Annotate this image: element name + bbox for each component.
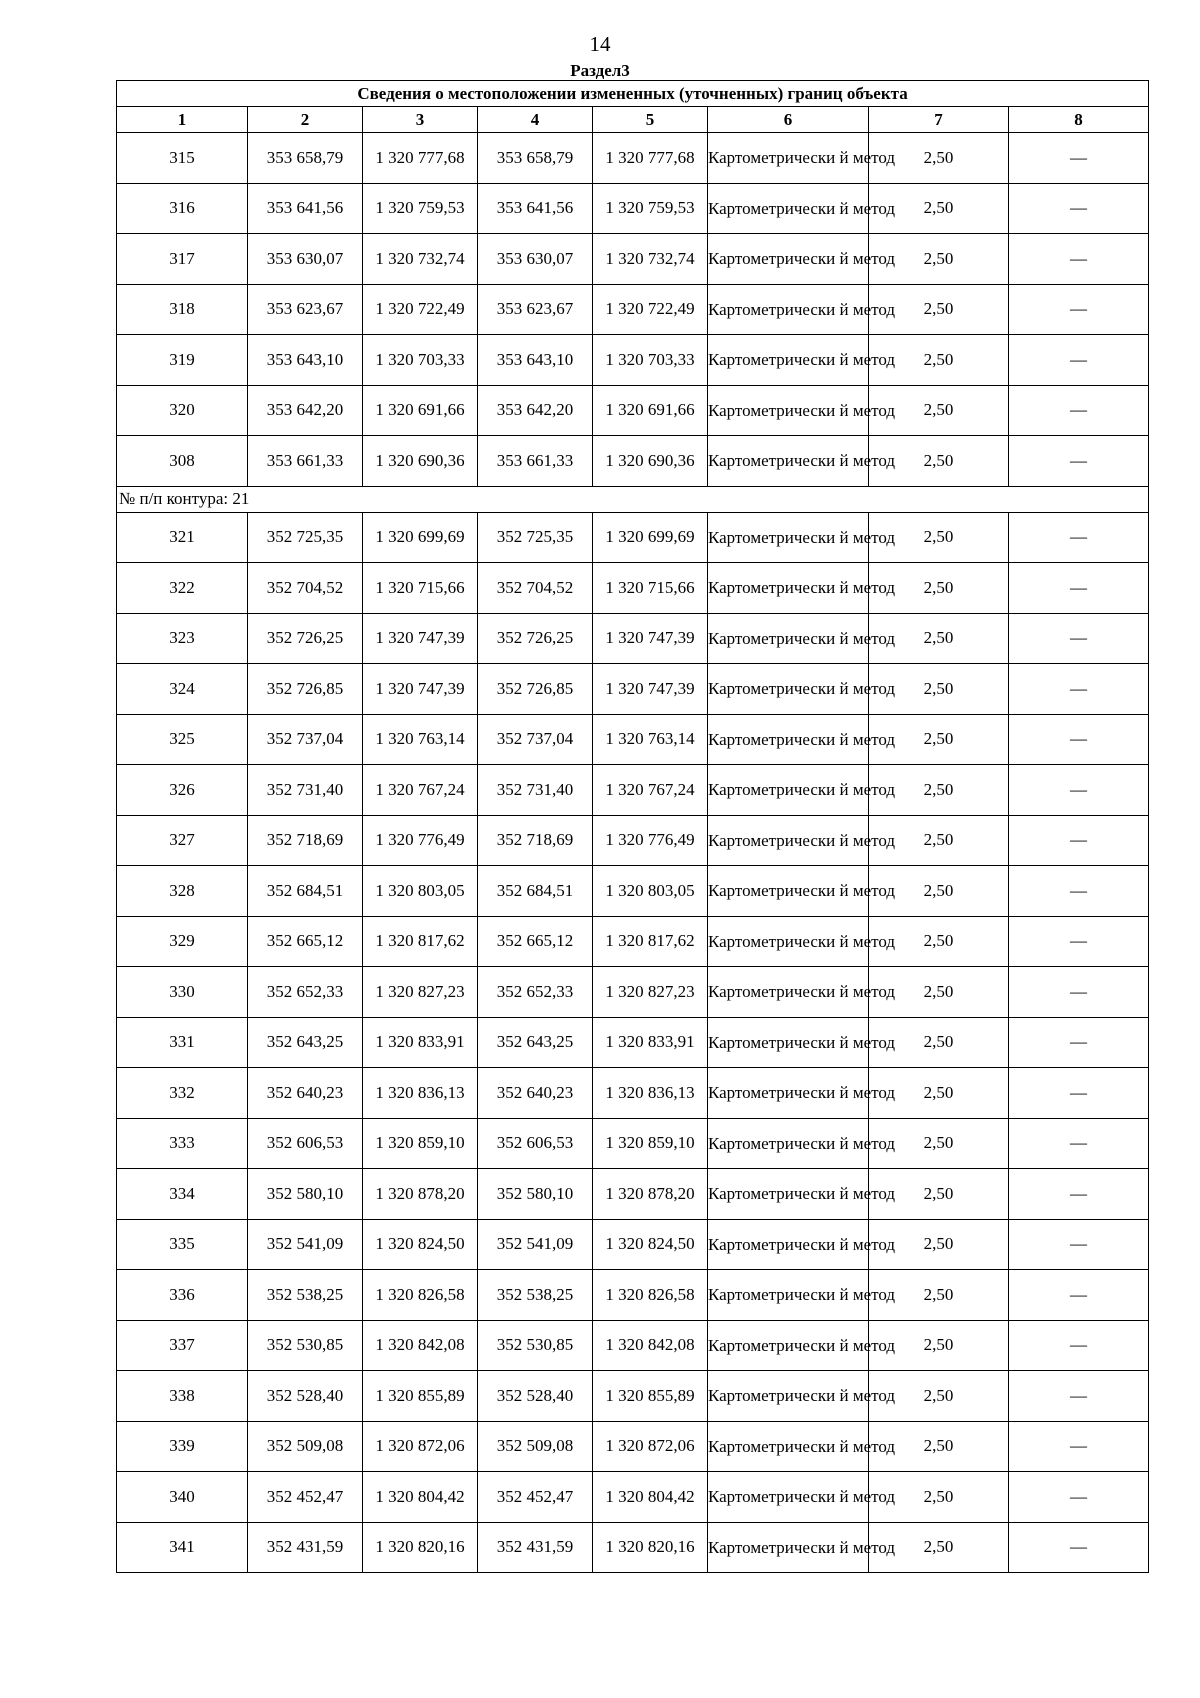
refined-y-cell: 1 320 777,68 xyxy=(593,133,708,184)
existing-x-cell: 352 731,40 xyxy=(248,765,363,816)
refined-x-cell: 352 431,59 xyxy=(478,1522,593,1573)
method-cell: Картометрически й метод xyxy=(708,1169,869,1220)
point-number-cell: 337 xyxy=(117,1320,248,1371)
point-number-cell: 308 xyxy=(117,436,248,487)
existing-y-cell: 1 320 826,58 xyxy=(363,1270,478,1321)
method-cell: Картометрически й метод xyxy=(708,335,869,386)
existing-y-cell: 1 320 699,69 xyxy=(363,512,478,563)
refined-x-cell: 352 640,23 xyxy=(478,1068,593,1119)
refined-y-cell: 1 320 690,36 xyxy=(593,436,708,487)
refined-x-cell: 352 606,53 xyxy=(478,1118,593,1169)
accuracy-cell: 2,50 xyxy=(869,765,1009,816)
refined-x-cell: 352 726,85 xyxy=(478,664,593,715)
existing-x-cell: 352 718,69 xyxy=(248,815,363,866)
column-number: 3 xyxy=(363,107,478,133)
refined-x-cell: 352 530,85 xyxy=(478,1320,593,1371)
method-cell: Картометрически й метод xyxy=(708,133,869,184)
point-number-cell: 338 xyxy=(117,1371,248,1422)
note-cell: — xyxy=(1009,1522,1149,1573)
point-number-cell: 321 xyxy=(117,512,248,563)
note-cell: — xyxy=(1009,1118,1149,1169)
refined-x-cell: 352 684,51 xyxy=(478,866,593,917)
existing-x-cell: 352 665,12 xyxy=(248,916,363,967)
refined-y-cell: 1 320 878,20 xyxy=(593,1169,708,1220)
existing-y-cell: 1 320 690,36 xyxy=(363,436,478,487)
refined-y-cell: 1 320 722,49 xyxy=(593,284,708,335)
accuracy-cell: 2,50 xyxy=(869,1270,1009,1321)
method-cell: Картометрически й метод xyxy=(708,183,869,234)
method-cell: Картометрически й метод xyxy=(708,967,869,1018)
existing-y-cell: 1 320 827,23 xyxy=(363,967,478,1018)
table-row xyxy=(117,1371,1149,1422)
existing-y-cell: 1 320 842,08 xyxy=(363,1320,478,1371)
method-cell: Картометрически й метод xyxy=(708,1371,869,1422)
existing-x-cell: 352 726,85 xyxy=(248,664,363,715)
accuracy-cell: 2,50 xyxy=(869,1320,1009,1371)
note-cell: — xyxy=(1009,815,1149,866)
refined-x-cell: 352 725,35 xyxy=(478,512,593,563)
point-number-cell: 340 xyxy=(117,1472,248,1523)
note-cell: — xyxy=(1009,183,1149,234)
note-cell: — xyxy=(1009,563,1149,614)
refined-y-cell: 1 320 763,14 xyxy=(593,714,708,765)
refined-y-cell: 1 320 820,16 xyxy=(593,1522,708,1573)
method-cell: Картометрически й метод xyxy=(708,1472,869,1523)
table-row xyxy=(117,1472,1149,1523)
contour-separator xyxy=(117,486,1149,512)
existing-y-cell: 1 320 804,42 xyxy=(363,1472,478,1523)
existing-x-cell: 352 452,47 xyxy=(248,1472,363,1523)
table-row xyxy=(117,1118,1149,1169)
note-cell: — xyxy=(1009,1421,1149,1472)
method-cell: Картометрически й метод xyxy=(708,284,869,335)
table-row xyxy=(117,765,1149,816)
note-cell: — xyxy=(1009,664,1149,715)
existing-x-cell: 352 643,25 xyxy=(248,1017,363,1068)
note-cell: — xyxy=(1009,1371,1149,1422)
contour-label-row xyxy=(117,486,1149,512)
refined-x-cell: 353 641,56 xyxy=(478,183,593,234)
note-cell: — xyxy=(1009,436,1149,487)
point-number-cell: 331 xyxy=(117,1017,248,1068)
accuracy-cell: 2,50 xyxy=(869,1118,1009,1169)
refined-x-cell: 353 643,10 xyxy=(478,335,593,386)
refined-y-cell: 1 320 804,42 xyxy=(593,1472,708,1523)
accuracy-cell: 2,50 xyxy=(869,335,1009,386)
method-cell: Картометрически й метод xyxy=(708,512,869,563)
table-row xyxy=(117,563,1149,614)
refined-x-cell: 352 737,04 xyxy=(478,714,593,765)
column-number: 4 xyxy=(478,107,593,133)
accuracy-cell: 2,50 xyxy=(869,1219,1009,1270)
accuracy-cell: 2,50 xyxy=(869,1371,1009,1422)
accuracy-cell: 2,50 xyxy=(869,133,1009,184)
accuracy-cell: 2,50 xyxy=(869,664,1009,715)
point-number-cell: 328 xyxy=(117,866,248,917)
refined-x-cell: 352 452,47 xyxy=(478,1472,593,1523)
existing-y-cell: 1 320 878,20 xyxy=(363,1169,478,1220)
accuracy-cell: 2,50 xyxy=(869,436,1009,487)
method-cell: Картометрически й метод xyxy=(708,1017,869,1068)
existing-y-cell: 1 320 855,89 xyxy=(363,1371,478,1422)
refined-x-cell: 352 509,08 xyxy=(478,1421,593,1472)
contour-group-1 xyxy=(117,133,1149,487)
refined-y-cell: 1 320 826,58 xyxy=(593,1270,708,1321)
table-row xyxy=(117,385,1149,436)
existing-y-cell: 1 320 747,39 xyxy=(363,664,478,715)
note-cell: — xyxy=(1009,1169,1149,1220)
existing-x-cell: 352 737,04 xyxy=(248,714,363,765)
point-number-cell: 329 xyxy=(117,916,248,967)
refined-y-cell: 1 320 833,91 xyxy=(593,1017,708,1068)
existing-x-cell: 352 704,52 xyxy=(248,563,363,614)
refined-x-cell: 352 643,25 xyxy=(478,1017,593,1068)
accuracy-cell: 2,50 xyxy=(869,234,1009,285)
existing-y-cell: 1 320 691,66 xyxy=(363,385,478,436)
accuracy-cell: 2,50 xyxy=(869,916,1009,967)
point-number-cell: 335 xyxy=(117,1219,248,1270)
refined-y-cell: 1 320 827,23 xyxy=(593,967,708,1018)
refined-x-cell: 352 718,69 xyxy=(478,815,593,866)
method-cell: Картометрически й метод xyxy=(708,234,869,285)
note-cell: — xyxy=(1009,866,1149,917)
table-row xyxy=(117,1068,1149,1119)
existing-x-cell: 352 541,09 xyxy=(248,1219,363,1270)
method-cell: Картометрически й метод xyxy=(708,714,869,765)
existing-x-cell: 353 623,67 xyxy=(248,284,363,335)
table-caption-row xyxy=(117,81,1149,107)
accuracy-cell: 2,50 xyxy=(869,512,1009,563)
note-cell: — xyxy=(1009,234,1149,285)
existing-y-cell: 1 320 763,14 xyxy=(363,714,478,765)
existing-x-cell: 353 661,33 xyxy=(248,436,363,487)
method-cell: Картометрически й метод xyxy=(708,613,869,664)
method-cell: Картометрически й метод xyxy=(708,1421,869,1472)
note-cell: — xyxy=(1009,967,1149,1018)
note-cell: — xyxy=(1009,512,1149,563)
table-row xyxy=(117,133,1149,184)
refined-y-cell: 1 320 715,66 xyxy=(593,563,708,614)
refined-x-cell: 353 661,33 xyxy=(478,436,593,487)
refined-x-cell: 352 652,33 xyxy=(478,967,593,1018)
existing-y-cell: 1 320 836,13 xyxy=(363,1068,478,1119)
point-number-cell: 336 xyxy=(117,1270,248,1321)
note-cell: — xyxy=(1009,1017,1149,1068)
refined-x-cell: 352 580,10 xyxy=(478,1169,593,1220)
refined-y-cell: 1 320 703,33 xyxy=(593,335,708,386)
note-cell: — xyxy=(1009,613,1149,664)
refined-x-cell: 353 623,67 xyxy=(478,284,593,335)
method-cell: Картометрически й метод xyxy=(708,1219,869,1270)
accuracy-cell: 2,50 xyxy=(869,866,1009,917)
existing-x-cell: 353 643,10 xyxy=(248,335,363,386)
table-row xyxy=(117,1421,1149,1472)
point-number-cell: 324 xyxy=(117,664,248,715)
table-row xyxy=(117,1219,1149,1270)
table-row xyxy=(117,512,1149,563)
table-row xyxy=(117,1270,1149,1321)
refined-y-cell: 1 320 817,62 xyxy=(593,916,708,967)
table-row xyxy=(117,967,1149,1018)
point-number-cell: 323 xyxy=(117,613,248,664)
accuracy-cell: 2,50 xyxy=(869,1068,1009,1119)
column-number: 6 xyxy=(708,107,869,133)
column-number-row xyxy=(117,107,1149,133)
note-cell: — xyxy=(1009,385,1149,436)
method-cell: Картометрически й метод xyxy=(708,385,869,436)
contour-group-21 xyxy=(117,512,1149,1573)
point-number-cell: 332 xyxy=(117,1068,248,1119)
refined-x-cell: 353 658,79 xyxy=(478,133,593,184)
table-caption: Сведения о местоположении измененных (уточненных) границ объекта xyxy=(117,81,1149,107)
table-row xyxy=(117,815,1149,866)
refined-x-cell: 352 731,40 xyxy=(478,765,593,816)
method-cell: Картометрически й метод xyxy=(708,866,869,917)
table-row xyxy=(117,1320,1149,1371)
existing-y-cell: 1 320 722,49 xyxy=(363,284,478,335)
column-number: 5 xyxy=(593,107,708,133)
table-row xyxy=(117,714,1149,765)
existing-y-cell: 1 320 872,06 xyxy=(363,1421,478,1472)
existing-y-cell: 1 320 715,66 xyxy=(363,563,478,614)
existing-y-cell: 1 320 859,10 xyxy=(363,1118,478,1169)
point-number-cell: 333 xyxy=(117,1118,248,1169)
method-cell: Картометрически й метод xyxy=(708,916,869,967)
existing-x-cell: 352 538,25 xyxy=(248,1270,363,1321)
accuracy-cell: 2,50 xyxy=(869,613,1009,664)
existing-y-cell: 1 320 820,16 xyxy=(363,1522,478,1573)
existing-y-cell: 1 320 776,49 xyxy=(363,815,478,866)
note-cell: — xyxy=(1009,916,1149,967)
refined-y-cell: 1 320 699,69 xyxy=(593,512,708,563)
accuracy-cell: 2,50 xyxy=(869,563,1009,614)
method-cell: Картометрически й метод xyxy=(708,1068,869,1119)
note-cell: — xyxy=(1009,1068,1149,1119)
refined-y-cell: 1 320 836,13 xyxy=(593,1068,708,1119)
refined-y-cell: 1 320 859,10 xyxy=(593,1118,708,1169)
page-number: 14 xyxy=(589,32,611,56)
existing-x-cell: 352 580,10 xyxy=(248,1169,363,1220)
note-cell: — xyxy=(1009,1270,1149,1321)
point-number-cell: 317 xyxy=(117,234,248,285)
accuracy-cell: 2,50 xyxy=(869,385,1009,436)
refined-y-cell: 1 320 767,24 xyxy=(593,765,708,816)
method-cell: Картометрически й метод xyxy=(708,1270,869,1321)
method-cell: Картометрически й метод xyxy=(708,664,869,715)
accuracy-cell: 2,50 xyxy=(869,815,1009,866)
existing-x-cell: 352 509,08 xyxy=(248,1421,363,1472)
table-row xyxy=(117,234,1149,285)
method-cell: Картометрически й метод xyxy=(708,815,869,866)
contour-label: № п/п контура: 21 xyxy=(117,486,1149,512)
note-cell: — xyxy=(1009,714,1149,765)
refined-x-cell: 352 665,12 xyxy=(478,916,593,967)
existing-x-cell: 353 630,07 xyxy=(248,234,363,285)
method-cell: Картометрически й метод xyxy=(708,765,869,816)
point-number-cell: 341 xyxy=(117,1522,248,1573)
point-number-cell: 319 xyxy=(117,335,248,386)
accuracy-cell: 2,50 xyxy=(869,183,1009,234)
point-number-cell: 320 xyxy=(117,385,248,436)
accuracy-cell: 2,50 xyxy=(869,1472,1009,1523)
table-row xyxy=(117,436,1149,487)
existing-x-cell: 353 641,56 xyxy=(248,183,363,234)
table-row xyxy=(117,1522,1149,1573)
point-number-cell: 316 xyxy=(117,183,248,234)
existing-y-cell: 1 320 824,50 xyxy=(363,1219,478,1270)
accuracy-cell: 2,50 xyxy=(869,284,1009,335)
refined-y-cell: 1 320 759,53 xyxy=(593,183,708,234)
point-number-cell: 334 xyxy=(117,1169,248,1220)
existing-y-cell: 1 320 732,74 xyxy=(363,234,478,285)
point-number-cell: 326 xyxy=(117,765,248,816)
refined-y-cell: 1 320 747,39 xyxy=(593,613,708,664)
table-row xyxy=(117,335,1149,386)
point-number-cell: 318 xyxy=(117,284,248,335)
column-number: 1 xyxy=(117,107,248,133)
table-row xyxy=(117,664,1149,715)
existing-y-cell: 1 320 703,33 xyxy=(363,335,478,386)
refined-x-cell: 352 528,40 xyxy=(478,1371,593,1422)
existing-x-cell: 352 606,53 xyxy=(248,1118,363,1169)
note-cell: — xyxy=(1009,1219,1149,1270)
refined-y-cell: 1 320 732,74 xyxy=(593,234,708,285)
refined-x-cell: 353 642,20 xyxy=(478,385,593,436)
table-row xyxy=(117,1017,1149,1068)
existing-x-cell: 353 642,20 xyxy=(248,385,363,436)
existing-y-cell: 1 320 777,68 xyxy=(363,133,478,184)
accuracy-cell: 2,50 xyxy=(869,1017,1009,1068)
table-row xyxy=(117,284,1149,335)
point-number-cell: 315 xyxy=(117,133,248,184)
refined-y-cell: 1 320 691,66 xyxy=(593,385,708,436)
accuracy-cell: 2,50 xyxy=(869,1421,1009,1472)
existing-y-cell: 1 320 833,91 xyxy=(363,1017,478,1068)
existing-x-cell: 353 658,79 xyxy=(248,133,363,184)
refined-y-cell: 1 320 842,08 xyxy=(593,1320,708,1371)
point-number-cell: 322 xyxy=(117,563,248,614)
existing-x-cell: 352 652,33 xyxy=(248,967,363,1018)
refined-y-cell: 1 320 747,39 xyxy=(593,664,708,715)
accuracy-cell: 2,50 xyxy=(869,1522,1009,1573)
point-number-cell: 327 xyxy=(117,815,248,866)
existing-x-cell: 352 726,25 xyxy=(248,613,363,664)
refined-y-cell: 1 320 872,06 xyxy=(593,1421,708,1472)
table-row xyxy=(117,1169,1149,1220)
point-number-cell: 325 xyxy=(117,714,248,765)
table-row xyxy=(117,916,1149,967)
table-row xyxy=(117,183,1149,234)
note-cell: — xyxy=(1009,133,1149,184)
existing-x-cell: 352 530,85 xyxy=(248,1320,363,1371)
refined-y-cell: 1 320 803,05 xyxy=(593,866,708,917)
point-number-cell: 330 xyxy=(117,967,248,1018)
accuracy-cell: 2,50 xyxy=(869,1169,1009,1220)
method-cell: Картометрически й метод xyxy=(708,1522,869,1573)
column-number: 7 xyxy=(869,107,1009,133)
note-cell: — xyxy=(1009,284,1149,335)
existing-y-cell: 1 320 803,05 xyxy=(363,866,478,917)
method-cell: Картометрически й метод xyxy=(708,563,869,614)
refined-y-cell: 1 320 824,50 xyxy=(593,1219,708,1270)
refined-x-cell: 352 538,25 xyxy=(478,1270,593,1321)
method-cell: Картометрически й метод xyxy=(708,1320,869,1371)
method-cell: Картометрически й метод xyxy=(708,436,869,487)
existing-y-cell: 1 320 747,39 xyxy=(363,613,478,664)
note-cell: — xyxy=(1009,1472,1149,1523)
point-number-cell: 339 xyxy=(117,1421,248,1472)
existing-y-cell: 1 320 817,62 xyxy=(363,916,478,967)
existing-x-cell: 352 431,59 xyxy=(248,1522,363,1573)
accuracy-cell: 2,50 xyxy=(869,714,1009,765)
column-number: 2 xyxy=(248,107,363,133)
accuracy-cell: 2,50 xyxy=(869,967,1009,1018)
note-cell: — xyxy=(1009,335,1149,386)
refined-y-cell: 1 320 776,49 xyxy=(593,815,708,866)
existing-x-cell: 352 528,40 xyxy=(248,1371,363,1422)
table-row xyxy=(117,866,1149,917)
column-number: 8 xyxy=(1009,107,1149,133)
refined-y-cell: 1 320 855,89 xyxy=(593,1371,708,1422)
refined-x-cell: 352 726,25 xyxy=(478,613,593,664)
existing-x-cell: 352 684,51 xyxy=(248,866,363,917)
refined-x-cell: 352 704,52 xyxy=(478,563,593,614)
existing-y-cell: 1 320 759,53 xyxy=(363,183,478,234)
table-row xyxy=(117,613,1149,664)
refined-x-cell: 353 630,07 xyxy=(478,234,593,285)
existing-y-cell: 1 320 767,24 xyxy=(363,765,478,816)
method-cell: Картометрически й метод xyxy=(708,1118,869,1169)
note-cell: — xyxy=(1009,765,1149,816)
existing-x-cell: 352 640,23 xyxy=(248,1068,363,1119)
boundary-coordinates-table xyxy=(116,80,1149,1573)
note-cell: — xyxy=(1009,1320,1149,1371)
section-title: Раздел3 xyxy=(570,61,630,80)
existing-x-cell: 352 725,35 xyxy=(248,512,363,563)
refined-x-cell: 352 541,09 xyxy=(478,1219,593,1270)
